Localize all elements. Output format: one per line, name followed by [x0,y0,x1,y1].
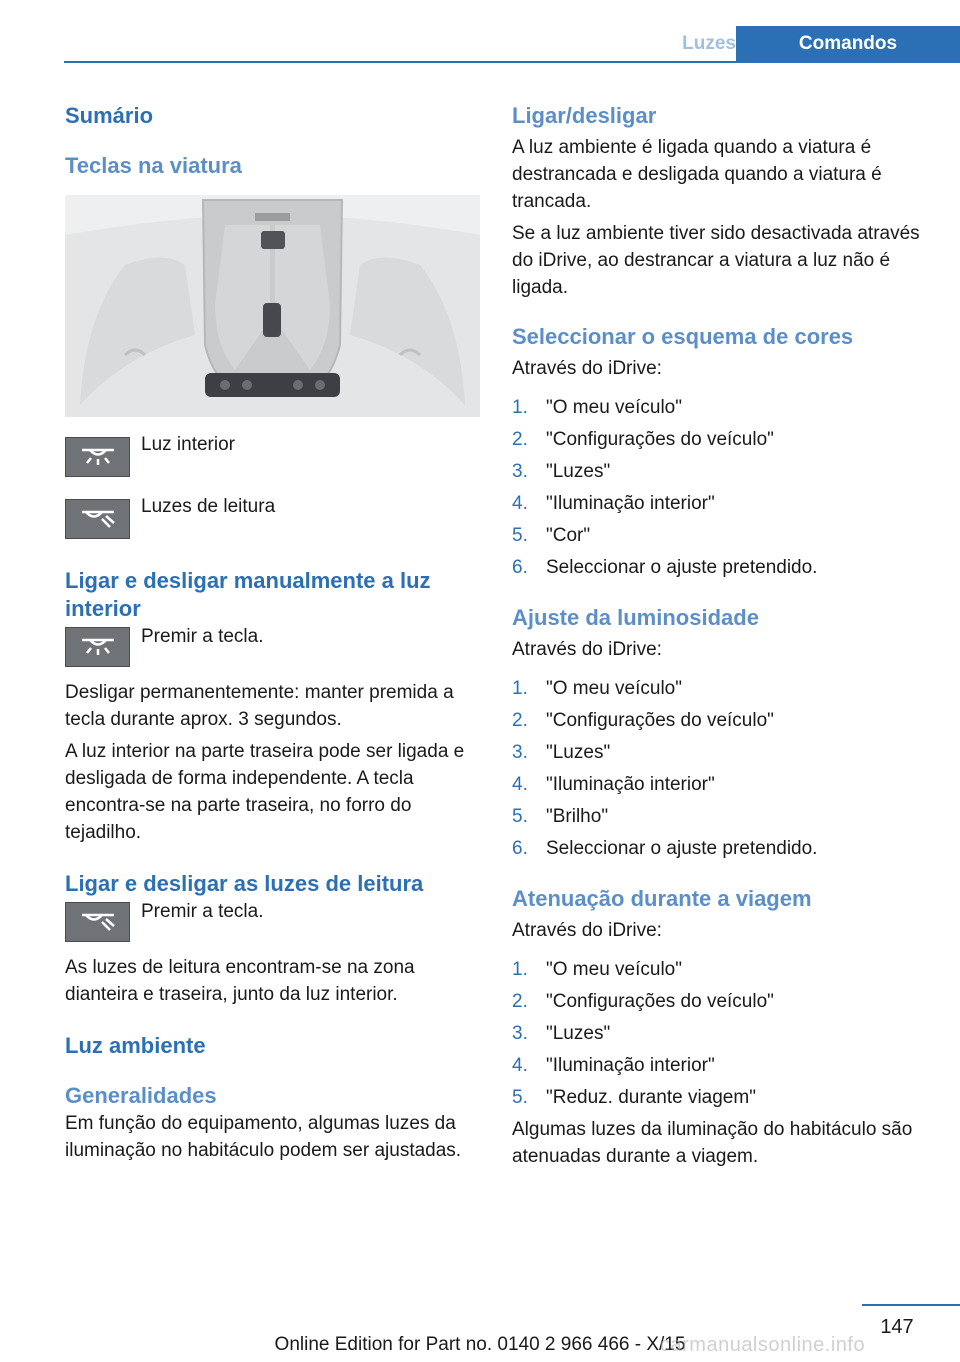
text-ligar-1: A luz ambiente é ligada quando a viatura é destrancada e desligada quando a viatura é trancada. [512,137,882,212]
step-text: "O meu veículo" [546,959,682,980]
step-text: "Luzes" [546,1023,611,1044]
step-item [512,833,932,865]
step-text: Seleccionar o ajuste pretendido. [546,557,818,578]
heading-sumario: Sumário [65,103,154,128]
luminosidade-steps-list [512,673,932,865]
step-number: 3. [512,742,528,763]
step-text: "O meu veículo" [546,397,682,418]
right-column [512,100,932,1170]
step-number: 3. [512,1023,528,1044]
key-row-luz-interior [65,434,480,477]
step-number: 4. [512,1055,528,1076]
heading-generalidades: Generalidades [65,1083,217,1108]
step-text: Seleccionar o ajuste pretendido. [546,838,818,859]
text-idrive-3: Através do iDrive: [512,920,662,941]
text-ligar-2: Se a luz ambiente tiver sido desactivada através do iDrive, ao destrancar a viatura a luz não é ligada. [512,223,920,298]
footer-rule [862,1304,960,1306]
step-number: 1. [512,397,528,418]
step-item [512,737,932,769]
text-idrive-2: Através do iDrive: [512,639,662,660]
step-item [512,801,932,833]
step-text: "Configurações do veículo" [546,991,774,1012]
page-number: 147 [880,1316,914,1338]
text-atenuacao: Algumas luzes da iluminação do habitáculo são atenuadas durante a viagem. [512,1119,913,1167]
step-item [512,705,932,737]
edition-note: Online Edition for Part no. 0140 2 966 466 - X/15 [274,1334,686,1355]
step-number: 6. [512,557,528,578]
left-column [65,100,480,1164]
step-item [512,552,932,584]
step-text: "Configurações do veículo" [546,710,774,731]
step-item [512,424,932,456]
step-number: 1. [512,959,528,980]
step-number: 2. [512,429,528,450]
step-number: 1. [512,678,528,699]
step-number: 6. [512,838,528,859]
heading-luminosidade: Ajuste da luminosidade [512,605,759,630]
text-premir-1: Premir a tecla. [141,626,264,647]
heading-ligar-interior: Ligar e desligar manualmente a luz interior [65,568,431,621]
interior-light-key-icon [65,627,130,667]
overhead-console-photo [65,195,480,417]
step-number: 3. [512,461,528,482]
step-item [512,1050,932,1082]
step-item [512,1082,932,1114]
step-number: 5. [512,525,528,546]
interior-light-key-icon [65,437,130,477]
step-item [512,392,932,424]
step-item [512,488,932,520]
text-idrive-1: Através do iDrive: [512,358,662,379]
heading-atenuacao: Atenuação durante a viagem [512,886,812,911]
step-item [512,520,932,552]
watermark-text: carmanualsonline.info [660,1334,866,1356]
step-text: "Iluminação interior" [546,1055,715,1076]
step-text: "Configurações do veículo" [546,429,774,450]
step-item [512,673,932,705]
step-number: 2. [512,991,528,1012]
step-item [512,456,932,488]
step-number: 4. [512,493,528,514]
step-text: "Iluminação interior" [546,774,715,795]
step-number: 5. [512,1087,528,1108]
step-text: "Brilho" [546,806,609,827]
heading-teclas: Teclas na viatura [65,153,242,178]
step-item [512,769,932,801]
heading-cores: Seleccionar o esquema de cores [512,324,854,349]
reading-light-key-icon [65,902,130,942]
key-label-luz-interior: Luz interior [141,434,235,455]
text-leitura: As luzes de leitura encontram-se na zona dianteira e traseira, junto da luz interior. [65,957,415,1005]
step-text: "Luzes" [546,461,611,482]
step-item [512,986,932,1018]
step-text: "Iluminação interior" [546,493,715,514]
key-row-premir-2 [65,902,480,942]
step-number: 5. [512,806,528,827]
key-label-luzes-leitura: Luzes de leitura [141,496,276,517]
text-generalidades: Em função do equipamento, algumas luzes da iluminação no habitáculo podem ser ajustadas. [65,1113,462,1161]
reading-light-key-icon [65,499,130,539]
heading-leitura: Ligar e desligar as luzes de leitura [65,871,424,896]
atenuacao-steps-list [512,954,932,1114]
step-text: "O meu veículo" [546,678,682,699]
text-premir-2: Premir a tecla. [141,901,264,922]
key-row-premir-1 [65,627,480,667]
step-number: 4. [512,774,528,795]
step-text: "Cor" [546,525,591,546]
text-traseira: A luz interior na parte traseira pode ser ligada e desligada de forma independente. A tecla encontra-se na parte traseira, no forro do tejadilho. [65,741,465,843]
heading-ambiente: Luz ambiente [65,1033,206,1058]
page-header [0,0,960,62]
heading-ligar-desligar: Ligar/desligar [512,103,657,128]
section-tab: Luzes [682,33,736,54]
step-item [512,1018,932,1050]
step-text: "Luzes" [546,742,611,763]
header-rule [64,61,960,63]
step-text: "Reduz. durante viagem" [546,1087,756,1108]
key-row-luzes-leitura [65,496,480,539]
chapter-tab: Comandos [736,26,960,62]
cores-steps-list [512,392,932,584]
step-number: 2. [512,710,528,731]
text-desligar: Desligar permanentemente: manter premida a tecla durante aprox. 3 segundos. [65,682,454,730]
step-item [512,954,932,986]
